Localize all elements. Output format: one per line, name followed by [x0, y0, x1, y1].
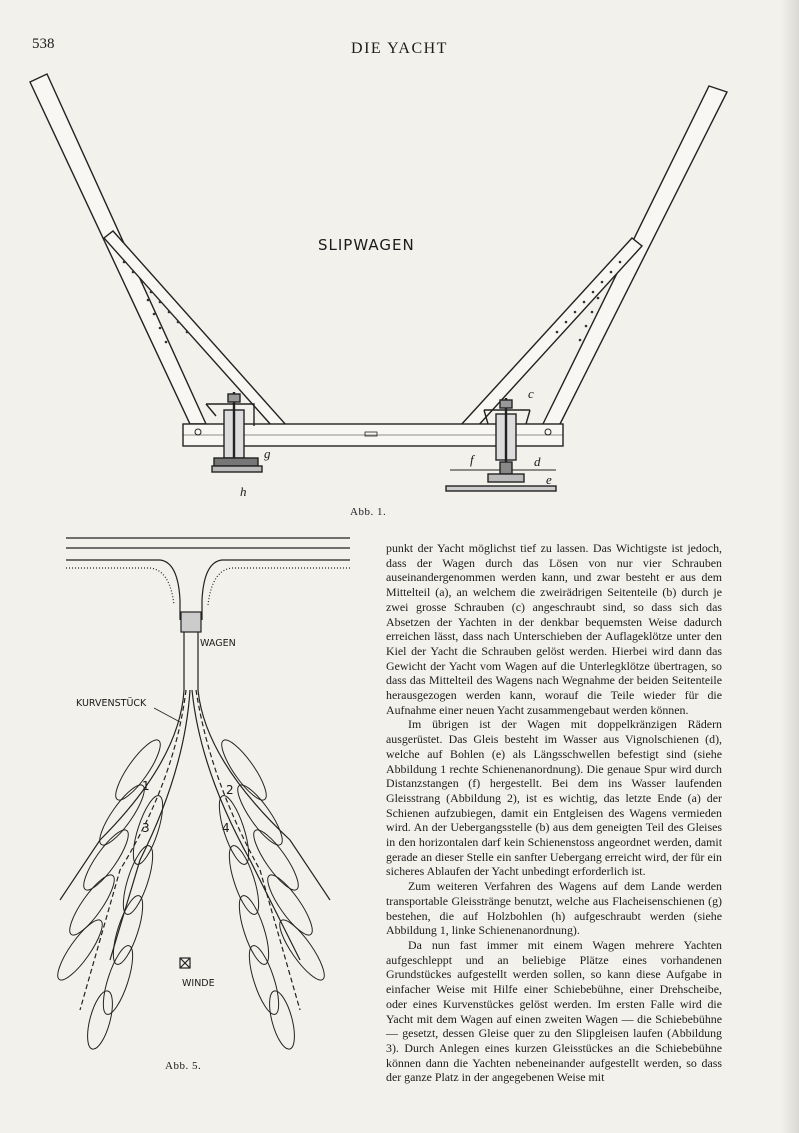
label-winde: WINDE	[182, 978, 215, 989]
label-h: h	[240, 484, 247, 499]
running-head: DIE YACHT	[351, 40, 448, 57]
paragraph: Im übrigen ist der Wagen mit doppelkränzigen Rädern ausgerüstet. Das Gleis besteht im Wasser aus Vignolschienen (d), welche auf Bohlen (e) als Längsschwellen befestigt sind (siehe Abbildung 1 rechte Schienenanordnung). Die genaue Spur wird durch Distanzstangen (f) hergestellt. Bei dem ins Wasser laufenden Gleisstrang (Abbildung 2), ist es wichtig, das letzte Ende (a) der Schienen aufzubiegen, damit ein Entgleisen des Wagens vermieden wird. An der Uebergangsstelle (b) aus dem geneigten Teil des Gleises in den horizontalen darf kein Schienenstoss angeordnet werden, damit gerade an dieser Stelle ein sanfter Uebergang erreicht wird, der für ein sicheres Ablaufen der Yacht unbedingt erforderlich ist.	[386, 717, 722, 879]
label-c: c	[528, 386, 534, 401]
paragraph: Da nun fast immer mit einem Wagen mehrere Yachten aufgeschleppt und an beliebige Plätze eines vorhandenen Grundstückes aufgestellt werden sollen, so kann diese Aufgabe in einfacher Weise mit Hilfe einer Schiebebühne, einer Drehscheibe, oder eines Kurvenstückes gelöst werden. Im ersten Falle wird die Yacht mit dem Wagen auf einen zweiten Wagen — die Schiebebühne — gesetzt, dessen Gleise quer zu den Slipgleisen laufen (Abbildung 3). Durch Anlegen eines kurzen Gleisstückes an die Schiebebühne können dann die Yachten nebeneinander aufgestellt werden, so dass der ganze Platz in der angegebenen Weise mit	[386, 937, 722, 1085]
article-body	[386, 541, 722, 1085]
figure-1-slipwagen	[0, 70, 799, 510]
paragraph: punkt der Yacht möglichst tief zu lassen. Das Wichtigste ist jedoch, dass der Wagen durch das Lösen von nur vier Schrauben auseinandergenommen werden kann, und zwar besteht er aus dem Mittelteil (a), an welchem die zweirädrigen Seitenteile (b) durch je zwei grosse Schrauben (c) angeschraubt sind, so dass sich das Absetzen der Yachten in der denkbar bequemsten Weise dadurch erreichen lässt, dass nach Unterschieben der Auflageklötze unter den Kiel der Yacht die Schrauben gelöst werden. Hierbei wird dann das Gewicht der Yacht vom Wagen auf die Unterlegklötze übertragen, so dass das Mittelteil des Wagens nach Wegnahme der beiden Seitenteile herausgezogen werden kann, worauf die Teile wieder für die Aufnahme einer neuen Yacht zusammengebaut werden können.	[386, 541, 722, 717]
label-g: g	[264, 446, 271, 461]
page-number: 538	[32, 36, 55, 52]
label-e: e	[546, 472, 552, 487]
label-track-3: 3	[142, 821, 150, 835]
figure-5-caption: Abb. 5.	[165, 1060, 202, 1072]
figure-1-caption: Abb. 1.	[350, 506, 387, 518]
label-kurvenstueck: KURVENSTÜCK	[76, 698, 147, 709]
label-track-4: 4	[222, 821, 230, 835]
label-wagen: WAGEN	[200, 638, 236, 649]
label-f: f	[470, 452, 474, 467]
label-track-1: 1	[142, 779, 150, 793]
label-d: d	[534, 454, 541, 469]
figure-1-title: SLIPWAGEN	[318, 236, 415, 254]
label-track-2: 2	[226, 783, 234, 797]
figure-5-curve-track	[0, 520, 380, 1060]
paragraph: Zum weiteren Verfahren des Wagens auf dem Lande werden transportable Gleisstränge benutzt, welche aus Flacheisenschienen (g) bestehen, die auf Holzbohlen (h) aufgeschraubt werden (siehe Abbildung 1, linke Schienenanordnung).	[386, 879, 722, 938]
